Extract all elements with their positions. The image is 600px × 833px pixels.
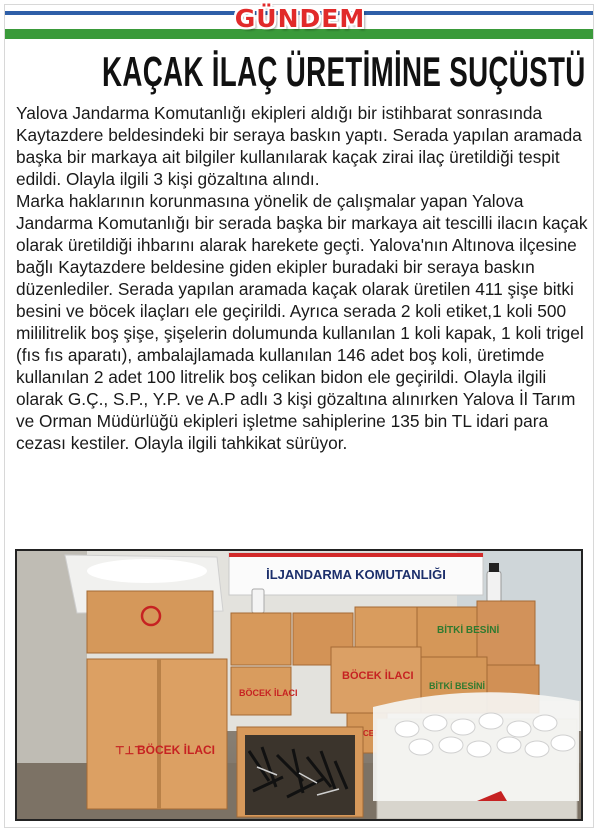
paragraph-2: Marka haklarının korunmasına yönelik de çalışmalar yapan Yalova Jandarma Komutanlığı bir serada başka bir markaya ait tescilli ilacın kaçak olarak üretildiği ihbarını alarak harekete geçti. Yalova'nın Altınova ilçesine bağlı Kaytazdere beldesine giden ekipler buradaki bir seraya baskın düzenlediler. Serada yapılan aramada kaçak olarak üretilen 411 şişe bitki besini ve böcek ilaçları ele geçirildi. Ayrıca serada 2 koli etiket,1 koli 500 mililitrelik boş şişe, şişelerin dolumunda kullanılan 1 koli kapak, 1 koli trigel (fıs fıs aparatı), ambalajlamada kullanılan 146 adet boş koli, üretimde kullanılan 2 adet 100 litrelik boş celikan bidon ele geçirildi. Olayla ilgili olarak G.Ç., S.P., Y.P. ve A.P adlı 3 kişi gözaltına alınırken Yalova İl Tarım ve Orman Müdürlüğü ekipleri işletme sahiplerine 135 bin TL idari para cezası kestiler. Olayla ilgili tahkikat sürüyor.	[16, 191, 588, 453]
left-carton-stack	[65, 555, 227, 809]
box-label-bocek-4: BÖCEK	[351, 729, 380, 738]
box-label-bocek-1: BÖCEK İLACI	[137, 743, 215, 757]
article-body	[16, 102, 594, 454]
paragraph-1: Yalova Jandarma Komutanlığı ekipleri aldığı bir istihbarat sonrasında Kaytazdere beldesindeki bir seraya baskın yaptı. Serada yapılan aramada başka bir markaya ait bilgiler kullanılarak kaçak zirai ilaç üretildiği tespit edildi. Olayla ilgili 3 kişi gözaltına alındı.	[16, 103, 582, 189]
box-label-bocek-2: BÖCEK İLACI	[342, 670, 414, 682]
box-label-bitki-1: BİTKİ BESİNİ	[437, 625, 500, 636]
box-label-bitki-2: BİTKİ BESİNİ	[429, 681, 486, 691]
svg-text:⊤⊥⊤: ⊤⊥⊤	[115, 745, 144, 757]
news-photo	[15, 549, 583, 821]
box-label-bocek-3: BÖCEK İLACI	[239, 688, 298, 698]
jandarma-banner	[229, 553, 483, 595]
banner-text: İLJANDARMA KOMUTANLIĞI	[266, 567, 446, 582]
sprayer-box	[237, 727, 363, 817]
section-kicker: GÜNDEM	[234, 4, 366, 33]
bottle-caps-bag	[373, 692, 579, 819]
headline: KAÇAK İLAÇ ÜRETİMİNE SUÇÜSTÜ	[101, 48, 586, 95]
